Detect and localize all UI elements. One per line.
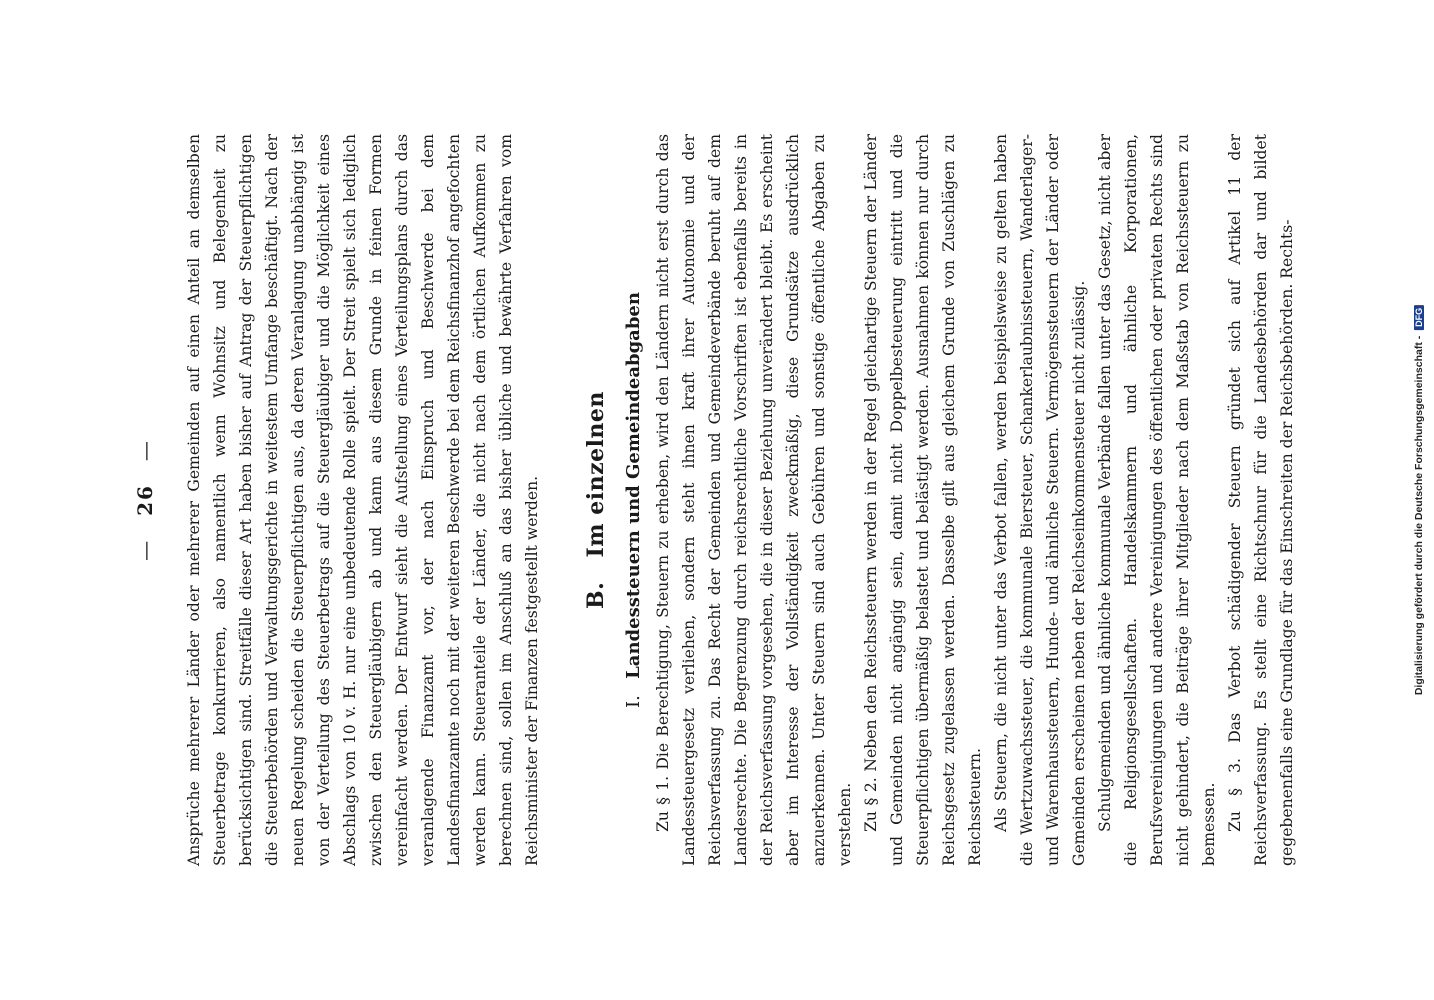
subsection-heading	[623, 134, 644, 866]
section-heading	[583, 134, 609, 866]
section-letter: B.	[583, 581, 609, 609]
page-number-line	[133, 134, 157, 866]
paragraph-associations	[1092, 134, 1222, 866]
paragraph-lead: Zu § 1.	[654, 775, 672, 832]
intro-paragraph: Ansprüche mehrerer Länder oder mehrerer Gemeinden auf einen Anteil an demselben Steuerbetrage konkurrieren, also namentlich wenn Wohnsitz und Belegenheit zu berücksichtigen sind. Streitfälle dieser Art haben bisher auf Antrag der Steuerpflichtigen die Steuerbehörden und Verwaltungsgerichte in weitestem Umfange beschäftigt. Nach der neuen Regelung scheiden die Steuerpflichtigen aus, da deren Veranlagung unabhängig ist von der Verteilung des Steuerbetrags auf die Steuergläubiger und die Möglichkeit eines Abschlags von 10 v. H. nur eine unbedeutende Rolle spielt. Der Streit spielt sich lediglich zwischen den Steuergläubigern ab und kann aus diesem Grunde in feinen Formen vereinfacht werden. Der Entwurf sieht die Aufstellung eines Verteilungsplans durch das veranlagende Finanzamt vor, der nach Einspruch und Beschwerde bei dem Landesfinanzamte noch mit der weiteren Beschwerde bei dem Reichsfinanzhof angefochten werden kann. Steueranteile der Länder, die nicht nach dem örtlichen Aufkommen zu berechnen sind, sollen im Anschluß an das bisher übliche und bewährte Verfahren vom Reichsminister der Finanzen festgestellt werden.	[185, 134, 541, 866]
paragraph-lead: Zu § 3.	[1226, 758, 1244, 832]
rotated-page	[97, 110, 1337, 890]
page-number: 26	[133, 484, 157, 516]
paragraph-section-2	[858, 134, 988, 866]
page-content	[97, 110, 1300, 890]
section-title: Im einzelnen	[583, 391, 609, 558]
page-dash-left: —	[133, 538, 157, 561]
subsection-number: I.	[623, 695, 644, 708]
paragraph-text: Die Berechtigung, Steuern zu erheben, wird den Ländern nicht erst durch das Landessteuergesetz verliehen, sondern steht ihnen kraft ihrer Autonomie und der Reichsverfassung zu. Das Recht der Gemeinden und Gemeindeverbände beruht auf dem Landesrechte. Die Begrenzung durch reichsrechtliche Vorschriften ist ebenfalls bereits in der Reichsverfassung vorgesehen, die in dieser Beziehung unverändert bleibt. Es erscheint aber im Interesse der Vollständigkeit zweckmäßig, diese Grundsätze ausdrücklich anzuerkennen. Unter Steuern sind auch Gebühren und sonstige öffentliche Abgaben zu verstehen.	[654, 133, 854, 866]
paragraph-text: Das Verbot schädigender Steuern gründet sich auf Artikel 11 der Reichsverfassung. Es stellt eine Richtschnur für die Landesbehörden dar und bildet gegebenenfalls eine Grundlage für das Einschreiten der Reichsbehörden. Rechts-	[1226, 134, 1296, 866]
footer-text: Digitalisierung gefördert durch die Deutsche Forschungsgemeinschaft -	[1413, 335, 1425, 696]
footer-note	[1413, 305, 1425, 695]
page-dash-right: —	[133, 439, 157, 462]
paragraph-text: Schulgemeinden und ähnliche kommunale Verbände fallen unter das Gesetz, nicht aber die Religionsgesellschaften. Handelskammern und ähnliche Korporationen, Berufsvereinigungen und andere Vereinigungen des öffentlichen oder privaten Rechts sind nicht gehindert, die Beiträge ihrer Mitglieder nach dem Maßstab von Reichssteuern zu bemessen.	[1096, 134, 1218, 866]
paragraph-section-1	[650, 134, 858, 866]
paragraph-section-3	[1222, 134, 1300, 866]
paragraph-text: Als Steuern, die nicht unter das Verbot fallen, werden beispielsweise zu gelten haben die Wertzuwachssteuer, die kommunale Biersteuer, Schankerlaubnissteuern, Wanderlager- und Warenhaussteuern, Hunde- und ähnliche Steuern. Vermögenssteuern der Länder oder Gemeinden erscheinen neben der Reichseinkommensteuer nicht zulässig.	[992, 134, 1088, 866]
paragraph-text: Neben den Reichssteuern werden in der Regel gleichartige Steuern der Länder und Gemeinden nicht angängig sein, damit nicht Doppelbesteuerung eintritt und die Steuerpflichtigen übermäßig belastet und belästigt werden. Ausnahmen können nur durch Reichsgesetz zugelassen werden. Dasselbe gilt aus gleichem Grunde von Zuschlägen zu Reichssteuern.	[862, 134, 984, 866]
paragraph-lead: Zu § 2.	[862, 777, 880, 832]
subsection-title: Landessteuern und Gemeindeabgaben	[623, 292, 644, 679]
paragraph-examples	[988, 134, 1092, 866]
digitization-footer	[1408, 0, 1430, 1000]
dfg-badge: DFG	[1414, 305, 1424, 330]
